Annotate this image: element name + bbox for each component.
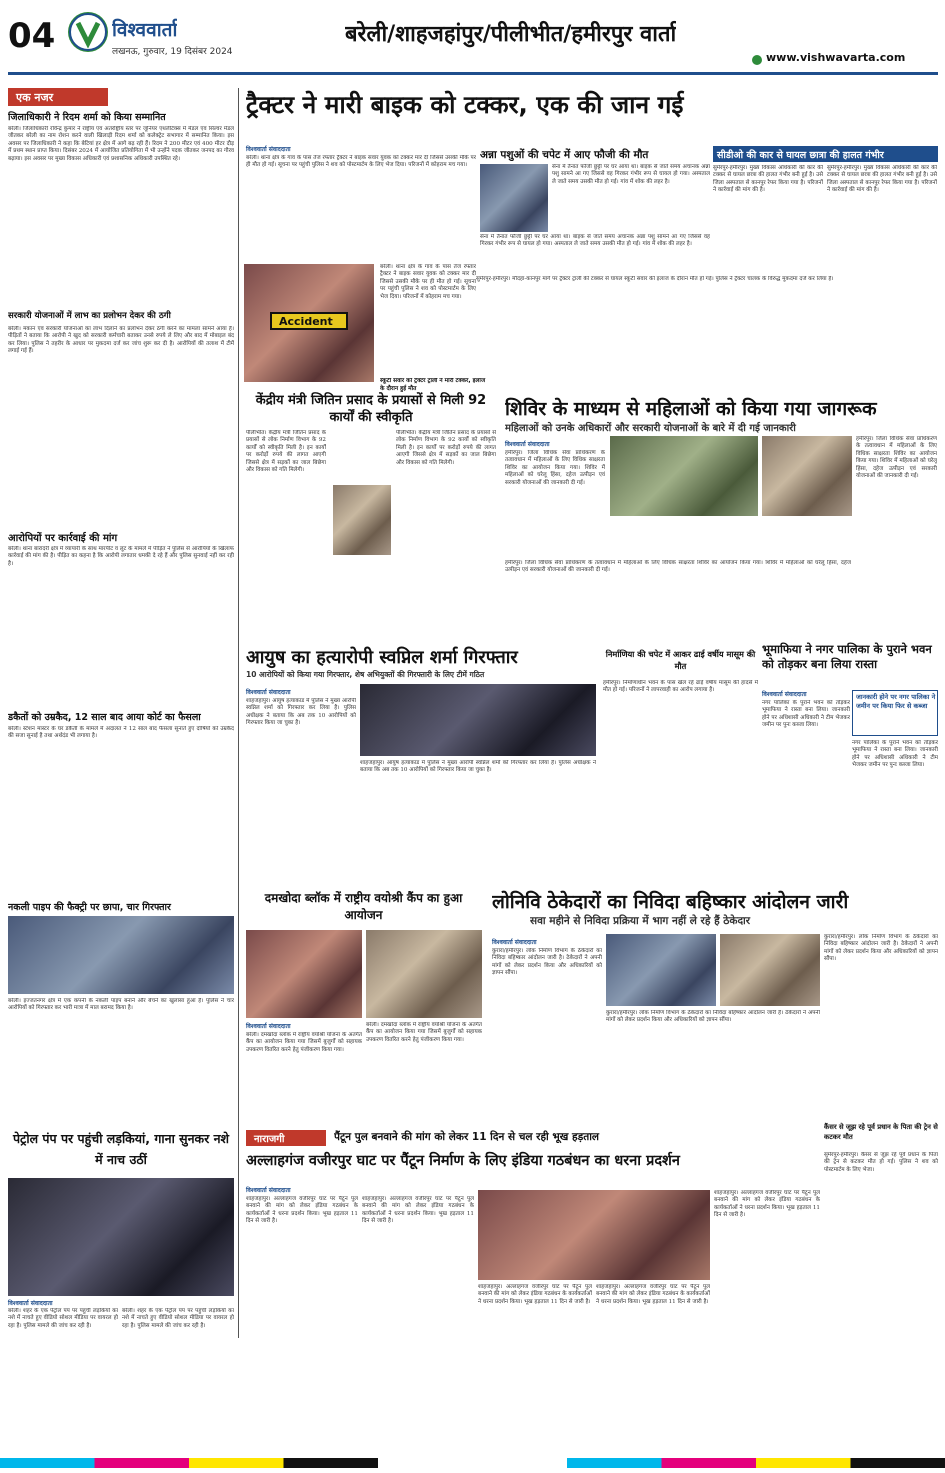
shivir-deck: महिलाओं को उनके अधिकारों और सरकारी योजनाओं के बारे में दी गई जानकारी	[505, 423, 796, 434]
website[interactable]: www.vishwavarta.com	[766, 51, 906, 64]
story1-headline: जिलाधिकारी ने रिदम शर्मा को किया सम्मानित	[8, 112, 166, 123]
page-number: 04	[8, 16, 56, 56]
brand-name: विश्ववार्ता	[112, 19, 178, 41]
shivir-body-lower: हमीरपुर। जिला विधिक सेवा प्राधिकरण के तत्वावधान में महिलाओं के लिए विधिक साक्षरता शिविर का आयोजन किया गया। शिविर में महिलाओं को घरेलू हिंसा, दहेज उत्पीड़न एवं सरकारी योजनाओं की जानकारी दी गई।	[505, 560, 851, 574]
narazgi-body-2: शाहजहांपुर। अल्लाहगंज वजीरपुर घाट पर पैंटून पुल बनवाने की मांग को लेकर इंडिया गठबंधन के कार्यकर्ताओं ने धरना प्रदर्शन किया। भूख हड़ताल 11 दिन से जारी है।	[362, 1196, 474, 1225]
story3-headline: आरोपियों पर कार्रवाई की मांग	[8, 533, 118, 544]
jitin-body-cont: पीलीभीत। केंद्रीय मंत्री जितिन प्रसाद के प्रयासों से लोक निर्माण विभाग के 92 कार्यों को स्वीकृति मिली है। इन कार्यों पर करोड़ों रुपये की लागत आएगी जिससे क्षेत्र में सड़कों का जाल बिछेगा और विकास को गति मिलेगी।	[396, 430, 496, 466]
lead-body: बरेली। थाना क्षेत्र के गांव के पास तेज रफ्तार ट्रैक्टर ने बाइक सवार युवक को टक्कर मार दी जिससे उसकी मौके पर ही मौत हो गई। सूचना पर पहुंची पुलिस ने शव को पोस्टमार्टम के लिए भेज दिया। परिजनों में कोहराम मच गया।	[246, 155, 476, 169]
sdo-headline: सीडीओ की कार से घायल छात्रा की हालत गंभीर	[713, 146, 938, 162]
story5-body: बरेली। इज्जतनगर क्षेत्र में एक कंपनी के नकली पाइप बनाने और बेचने का खुलासा हुआ है। पुलिस ने चार आरोपियों को गिरफ्तार कर भारी मात्रा में माल बरामद किया है।	[8, 998, 234, 1012]
lead-body-cont: बरेली। थाना क्षेत्र के गांव के पास तेज रफ्तार ट्रैक्टर ने बाइक सवार युवक को टक्कर मार दी जिससे उसकी मौके पर ही मौत हो गई। सूचना पर पहुंची पुलिस ने शव को पोस्टमार्टम के लिए भेज दिया। परिजनों में कोहराम मच गया।	[380, 264, 476, 300]
petrol-body: बरेली। शहर के एक पेट्रोल पंप पर पहुंची लड़कियों का नशे में नाचते हुए वीडियो सोशल मीडिया पर वायरल हो रहा है। पुलिस मामले की जांच कर रही है।	[8, 1308, 118, 1329]
shivir-photo-1	[610, 436, 758, 516]
accident-sign-label: Accident	[279, 315, 333, 328]
damkhoda-headline: दमखोदा ब्लॉक में राष्ट्रीय वयोश्री कैंप का हुआ आयोजन	[264, 891, 463, 922]
lonivi-byline: विश्ववार्ता संवाददाता	[492, 939, 537, 946]
shivir-photo-2	[762, 436, 852, 516]
lead-more-text: सुमेरपुर-हमीरपुर। मौदहा-कानपुर मार्ग पर ट्रैक्टर ट्राली की टक्कर से घायल स्कूटी सवार की इलाज के दौरान मौत हो गई। पुलिस ने ट्रैक्टर चालक के विरुद्ध मुकदमा दर्ज कर लिया है।	[476, 276, 834, 282]
fauji-photo	[480, 164, 548, 232]
petrol-body-cont: बरेली। शहर के एक पेट्रोल पंप पर पहुंची लड़कियों का नशे में नाचते हुए वीडियो सोशल मीडिया पर वायरल हो रहा है। पुलिस मामले की जांच कर रही है।	[122, 1308, 234, 1329]
ayush-body: शाहजहांपुर। आयुष हत्याकांड में पुलिस ने मुख्य आरोपी स्वप्निल शर्मा को गिरफ्तार कर लिया है। पुलिस अधीक्षक ने बताया कि अब तक 10 आरोपियों को गिरफ्तार किया जा चुका है।	[246, 698, 356, 727]
damkhoda-byline: विश्ववार्ता संवाददाता	[246, 1023, 291, 1030]
petrol-byline: विश्ववार्ता संवाददाता	[8, 1300, 53, 1307]
masthead	[0, 0, 945, 78]
story2-headline: सरकारी योजनाओं में लाभ का प्रलोभन देकर की ठगी	[8, 311, 171, 321]
shivir-body-cont: हमीरपुर। जिला विधिक सेवा प्राधिकरण के तत्वावधान में महिलाओं के लिए विधिक साक्षरता शिविर का आयोजन किया गया। शिविर में महिलाओं को घरेलू हिंसा, दहेज उत्पीड़न एवं सरकारी योजनाओं की जानकारी दी गई।	[856, 436, 937, 480]
sdo-body-cont: सुमेरपुर-हमीरपुर। मुख्य विकास अधिकारी की कार की टक्कर से घायल छात्रा की हालत गंभीर बनी हुई है। उसे जिला अस्पताल से कानपुर रेफर किया गया है। परिजनों ने कार्रवाई की मांग की है।	[827, 165, 937, 194]
dateline: लखनऊ, गुरुवार, 19 दिसंबर 2024	[112, 47, 233, 57]
story4-headline: डकैतों को उम्रकैद, 12 साल बाद आया कोर्ट का फैसला	[8, 712, 201, 723]
ayush-deck: 10 आरोपियों को किया गया गिरफ्तार, शेष अभियुक्तों की गिरफ्तारी के लिए टीमें गठित	[246, 670, 485, 679]
scooty-headline: स्कूटी सवार को ट्रैक्टर ट्राली ने मारी टक्कर, इलाज के दौरान हुई मौत	[380, 378, 486, 392]
bhumafia-pullquote: जानकारी होने पर नगर पालिका ने जमीन पर किया फिर से कब्जा	[856, 693, 936, 710]
shivir-body: हमीरपुर। जिला विधिक सेवा प्राधिकरण के तत्वावधान में महिलाओं के लिए विधिक साक्षरता शिविर का आयोजन किया गया। शिविर में महिलाओं को घरेलू हिंसा, दहेज उत्पीड़न एवं सरकारी योजनाओं की जानकारी दी गई।	[505, 450, 605, 486]
jitin-headline: केंद्रीय मंत्री जितिन प्रसाद के प्रयासों से मिली 92 कार्यों की स्वीकृति	[255, 393, 487, 425]
story4-body: बरेली। स्टेशन मास्टर के घर डकैती के मामले में अदालत ने 12 साल बाद फैसला सुनाते हुए दोषियों को उम्रकैद की सजा सुनाई है तथा अर्थदंड भी लगाया है।	[8, 726, 234, 740]
petrol-headline: पेट्रोल पंप पर पहुंची लड़कियां, गाना सुनकर नशे में नाच उठीं	[12, 1131, 230, 1167]
section-label: एक नजर	[8, 88, 108, 106]
logo-v-icon	[68, 12, 108, 52]
lead-byline: विश्ववार्ता संवाददाता	[246, 146, 291, 153]
minor-headline: निर्माणिया की चपेट में आकर ढाई वर्षीय मासूम की मौत	[605, 649, 756, 671]
narazgi-protest-photo	[478, 1190, 710, 1280]
web-icon	[752, 55, 762, 65]
minor-body: हमीरपुर। निर्माणाधीन भवन के पास खेल रहे ढाई वर्षीय मासूम की हादसे में मौत हो गई। परिजनों ने लापरवाही का आरोप लगाया है।	[603, 680, 758, 694]
story5-headline: नकली पाइप की फैक्ट्री पर छापा, चार गिरफ्तार	[8, 902, 171, 913]
fake-pipe-raid-photo	[8, 916, 234, 994]
narazgi-strap: पैंटून पुल बनवाने की मांग को लेकर 11 दिन से चल रही भूख हड़ताल	[334, 1131, 600, 1143]
shivir-headline: शिविर के माध्यम से महिलाओं को किया गया जागरूक	[505, 398, 877, 420]
lead-headline: ट्रैक्टर ने मारी बाइक को टक्कर, एक की जान गई	[246, 90, 684, 119]
fauji-body: सेना में तैनात फौजी छुट्टी पर घर आया था। बाइक से जाते समय अचानक अन्ना पशु सामने आ गए जिससे वह गिरकर गंभीर रूप से घायल हो गया। अस्पताल ले जाते समय उसकी मौत हो गई। गांव में शोक की लहर है।	[552, 164, 710, 185]
lonivi-body: कुरारा/हमीरपुर। लोक निर्माण विभाग के ठेकेदारों का निविदा बहिष्कार आंदोलन जारी है। ठेकेदारों ने अपनी मांगों को लेकर प्रदर्शन किया और अधिकारियों को ज्ञापन सौंपा।	[492, 948, 602, 977]
fauji-headline: अन्ना पशुओं की चपेट में आए फौजी की मौत	[480, 149, 649, 161]
lonivi-headline: लोनिवि ठेकेदारों का निविदा बहिष्कार आंदोलन जारी	[492, 891, 849, 913]
masthead-rule	[8, 72, 938, 75]
accident-photo	[244, 264, 374, 382]
lonivi-photo-2	[720, 934, 820, 1006]
fauji-body-cont: सेना में तैनात फौजी छुट्टी पर घर आया था। बाइक से जाते समय अचानक अन्ना पशु सामने आ गए जिससे वह गिरकर गंभीर रूप से घायल हो गया। अस्पताल ले जाते समय उसकी मौत हो गई। गांव में शोक की लहर है।	[480, 234, 710, 248]
damkhoda-photo-2	[366, 930, 482, 1018]
shivir-byline: विश्ववार्ता संवाददाता	[505, 441, 550, 448]
damkhoda-body-cont: बरेली। दमखोदा ब्लॉक में राष्ट्रीय वयोश्री योजना के अंतर्गत कैंप का आयोजन किया गया जिसमें बुजुर्गों को सहायक उपकरण वितरित करने हेतु पंजीकरण किया गया।	[366, 1022, 482, 1043]
narazgi-body-4: शाहजहांपुर। अल्लाहगंज वजीरपुर घाट पर पैंटून पुल बनवाने की मांग को लेकर इंडिया गठबंधन के कार्यकर्ताओं ने धरना प्रदर्शन किया। भूख हड़ताल 11 दिन से जारी है।	[596, 1284, 710, 1305]
bhumafia-body: नगर पालिका के पुराने भवन को तोड़कर भूमाफिया ने रास्ता बना लिया। जानकारी होने पर अधिशासी अधिकारी ने टीम भेजकर जमीन पर पुनः कब्जा लिया।	[762, 700, 850, 729]
lonivi-photo-1	[606, 934, 716, 1006]
jitin-photo	[333, 485, 391, 555]
ayush-headline: आयुष का हत्यारोपी स्वप्निल शर्मा गिरफ्तार	[246, 647, 518, 668]
story1-body: बरेली। जिलाधिकारी रविन्द्र कुमार ने राष्ट्रीय एवं अंतर्राष्ट्रीय स्तर पर जूनियर एथलेटिक्स में मेडल एवं सिल्वर मेडल जीतकर बरेली का नाम रोशन करने वाली खिलाड़ी रिदम शर्मा को कलेक्ट्रेट सभागार में सम्मानित किया। इस अवसर पर जिलाधिकारी ने कहा कि बेटियां हर क्षेत्र में आगे बढ़ रही हैं। रिदम ने 200 मीटर एवं 400 मीटर दौड़ में प्रथम स्थान प्राप्त किया। दिसंबर 2024 में आयोजित प्रतियोगिता में भी उन्होंने पदक जीतकर जनपद का गौरव बढ़ाया। इस अवसर पर मुख्य विकास अधिकारी एवं प्रशासनिक अधिकारी उपस्थित रहे।	[8, 126, 234, 162]
lonivi-body-cont: कुरारा/हमीरपुर। लोक निर्माण विभाग के ठेकेदारों का निविदा बहिष्कार आंदोलन जारी है। ठेकेदारों ने अपनी मांगों को लेकर प्रदर्शन किया और अधिकारियों को ज्ञापन सौंपा।	[606, 1010, 820, 1024]
narazgi-body-3: शाहजहांपुर। अल्लाहगंज वजीरपुर घाट पर पैंटून पुल बनवाने की मांग को लेकर इंडिया गठबंधन के कार्यकर्ताओं ने धरना प्रदर्शन किया। भूख हड़ताल 11 दिन से जारी है।	[478, 1284, 592, 1305]
bhumafia-byline: विश्ववार्ता संवाददाता	[762, 691, 807, 698]
sdo-body: सुमेरपुर-हमीरपुर। मुख्य विकास अधिकारी की कार की टक्कर से घायल छात्रा की हालत गंभीर बनी हुई है। उसे जिला अस्पताल से कानपुर रेफर किया गया है। परिजनों ने कार्रवाई की मांग की है।	[713, 165, 823, 194]
ayush-body-cont: शाहजहांपुर। आयुष हत्याकांड में पुलिस ने मुख्य आरोपी स्वप्निल शर्मा को गिरफ्तार कर लिया है। पुलिस अधीक्षक ने बताया कि अब तक 10 आरोपियों को गिरफ्तार किया जा चुका है।	[360, 760, 596, 774]
narazgi-byline: विश्ववार्ता संवाददाता	[246, 1187, 291, 1194]
story2-body: बरेली। मकान एवं सरकारी योजनाओं का लाभ दिलाने का प्रलोभन देकर ठगी करने का मामला सामने आया है। पीड़ितों ने बताया कि आरोपी ने खुद को सरकारी कर्मचारी बताकर उनसे रुपये ले लिए और बाद में मोबाइल बंद कर लिया। पुलिस ने तहरीर के आधार पर मुकदमा दर्ज कर जांच शुरू कर दी है। आरोपियों की तलाश में टीमें लगाई गई हैं।	[8, 326, 234, 355]
cancer-headline: कैंसर से जूझ रहे पूर्व प्रधान के पिता की ट्रेन से कटकर मौत	[824, 1123, 938, 1141]
brand-logo	[68, 12, 108, 52]
damkhoda-photo-1	[246, 930, 362, 1018]
lonivi-body-right: कुरारा/हमीरपुर। लोक निर्माण विभाग के ठेकेदारों का निविदा बहिष्कार आंदोलन जारी है। ठेकेदारों ने अपनी मांगों को लेकर प्रदर्शन किया और अधिकारियों को ज्ञापन सौंपा।	[824, 934, 938, 963]
damkhoda-body: बरेली। दमखोदा ब्लॉक में राष्ट्रीय वयोश्री योजना के अंतर्गत कैंप का आयोजन किया गया जिसमें बुजुर्गों को सहायक उपकरण वितरित करने हेतु पंजीकरण किया गया।	[246, 1032, 362, 1053]
jitin-body: पीलीभीत। केंद्रीय मंत्री जितिन प्रसाद के प्रयासों से लोक निर्माण विभाग के 92 कार्यों को स्वीकृति मिली है। इन कार्यों पर करोड़ों रुपये की लागत आएगी जिससे क्षेत्र में सड़कों का जाल बिछेगा और विकास को गति मिलेगी।	[246, 430, 326, 474]
narazgi-body: शाहजहांपुर। अल्लाहगंज वजीरपुर घाट पर पैंटून पुल बनवाने की मांग को लेकर इंडिया गठबंधन के कार्यकर्ताओं ने धरना प्रदर्शन किया। भूख हड़ताल 11 दिन से जारी है।	[246, 1196, 358, 1225]
column-rule	[238, 88, 239, 1338]
ayush-arrest-photo	[360, 684, 596, 756]
narazgi-label: नाराजगी	[246, 1130, 326, 1146]
edition-title: बरेली/शाहजहांपुर/पीलीभीत/हमीरपुर वार्ता	[345, 22, 677, 47]
cancer-body: सुमेरपुर-हमीरपुर। कैंसर से जूझ रहे पूर्व प्रधान के पिता की ट्रेन से कटकर मौत हो गई। पुलिस ने शव को पोस्टमार्टम के लिए भेजा।	[824, 1152, 938, 1173]
narazgi-headline: अल्लाहगंज वजीरपुर घाट पर पैंटून निर्माण के लिए इंडिया गठबंधन का धरना प्रदर्शन	[246, 1153, 680, 1169]
narazgi-body-5: शाहजहांपुर। अल्लाहगंज वजीरपुर घाट पर पैंटून पुल बनवाने की मांग को लेकर इंडिया गठबंधन के कार्यकर्ताओं ने धरना प्रदर्शन किया। भूख हड़ताल 11 दिन से जारी है।	[714, 1190, 820, 1219]
footer-registration-bar	[0, 1458, 945, 1468]
bhumafia-headline: भूमाफिया ने नगर पालिका के पुराने भवन को तोड़कर बना लिया रास्ता	[762, 642, 932, 671]
ayush-byline: विश्ववार्ता संवाददाता	[246, 689, 291, 696]
lonivi-deck: सवा महीने से निविदा प्रक्रिया में भाग नहीं ले रहे हैं ठेकेदार	[530, 915, 751, 927]
petrol-pump-photo	[8, 1178, 234, 1296]
story3-body: बरेली। थाना बारादरी क्षेत्र में व्यापारी के साथ मारपीट व लूट के मामले में पीड़ित ने पुलिस से आरोपियों के खिलाफ कार्रवाई की मांग की है। पीड़ित का कहना है कि आरोपी लगातार धमकी दे रहे हैं और पुलिस सुनवाई नहीं कर रही है।	[8, 546, 234, 567]
bhumafia-body-cont: नगर पालिका के पुराने भवन को तोड़कर भूमाफिया ने रास्ता बना लिया। जानकारी होने पर अधिशासी अधिकारी ने टीम भेजकर जमीन पर पुनः कब्जा लिया।	[852, 740, 938, 769]
